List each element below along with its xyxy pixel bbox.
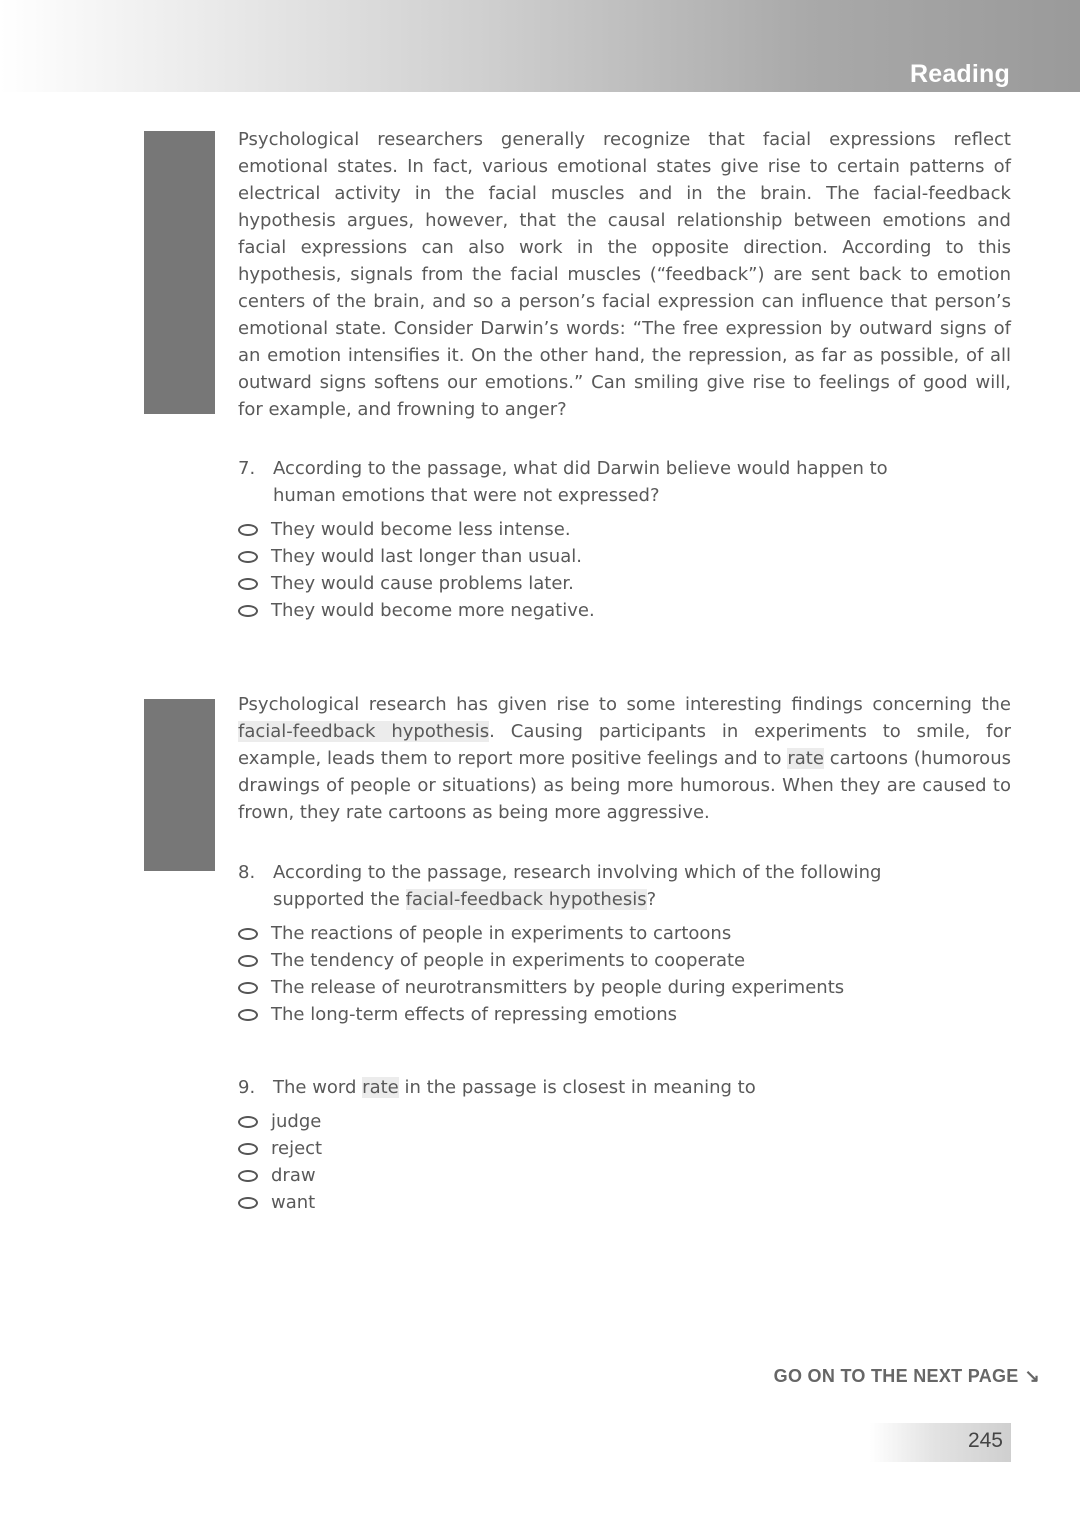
radio-button-icon[interactable] <box>238 578 258 590</box>
question-text-part: According to the passage, research involving which of the following supported the <box>273 862 882 910</box>
highlighted-term: facial-feedback hypothesis <box>405 889 647 910</box>
answer-option[interactable] <box>238 1108 322 1135</box>
passage-text: cartoons (humorous drawings of people or situations) as being more humorous. When they are caused to frown, they rate cartoons as being more aggressive. <box>238 748 1011 823</box>
section-title: Reading <box>909 60 1010 88</box>
passage-text: . Causing participants in experiments to smile, for example, leads them to report more positive feelings and to <box>238 721 1012 769</box>
arrow-down-right-icon: ↘ <box>1024 1366 1040 1386</box>
passage-text: Psychological research has given rise to some interesting findings concerning the <box>238 694 1011 715</box>
radio-button-icon[interactable] <box>238 1116 258 1128</box>
question-9 <box>238 1074 938 1101</box>
option-label: reject <box>271 1138 323 1159</box>
highlighted-term: facial-feedback hypothesis <box>238 721 490 742</box>
answer-option[interactable] <box>238 543 595 570</box>
radio-button-icon[interactable] <box>238 551 258 563</box>
radio-button-icon[interactable] <box>238 1170 258 1182</box>
answer-option[interactable] <box>238 1189 322 1216</box>
answer-option[interactable] <box>238 570 595 597</box>
question-text-part: ? <box>646 889 657 910</box>
radio-button-icon[interactable] <box>238 1197 258 1209</box>
passage-1: Psychological researchers generally recognize that facial expressions reflect emotional states. In fact, various emotional states give rise to certain patterns of electrical activity in the facial muscles and in the brain. The facial-feedback hypothesis argues, however, that the causal relationship between emotions and facial expressions can also work in the opposite direction. According to this hypothesis, signals from the facial muscles (“feedback”) are sent back to emotion centers of the brain, and so a person’s facial expression can influence that person’s emotional state. Consider Darwin’s words: “The free expression by outward signs of an emotion intensifies it. On the other hand, the repression, as far as possible, of all outward signs softens our emotions.” Can smiling give rise to feelings of good will, for example, and frowning to anger? <box>238 129 1011 420</box>
highlighted-word: rate <box>787 748 824 769</box>
option-label: They would last longer than usual. <box>271 546 582 567</box>
page-number: 245 <box>967 1429 1003 1452</box>
answer-option[interactable] <box>238 597 595 624</box>
question-number: 9. <box>238 1077 256 1098</box>
question-text <box>273 1074 938 1101</box>
option-label: They would cause problems later. <box>271 573 574 594</box>
radio-button-icon[interactable] <box>238 982 258 994</box>
answer-options-9 <box>238 1108 322 1216</box>
radio-button-icon[interactable] <box>238 1143 258 1155</box>
option-label: The release of neurotransmitters by people during experiments <box>271 977 845 998</box>
option-label: They would become less intense. <box>271 519 571 540</box>
radio-button-icon[interactable] <box>238 955 258 967</box>
answer-option[interactable] <box>238 1001 844 1028</box>
passage-marker-bar <box>144 699 215 871</box>
option-label: The long-term effects of repressing emotions <box>271 1004 678 1025</box>
question-7 <box>238 455 938 509</box>
answer-options-8 <box>238 920 844 1028</box>
answer-options-7 <box>238 516 595 624</box>
option-label: The reactions of people in experiments to cartoons <box>271 923 732 944</box>
option-label: want <box>271 1192 316 1213</box>
question-text <box>273 859 938 913</box>
radio-button-icon[interactable] <box>238 1009 258 1021</box>
option-label: The tendency of people in experiments to cooperate <box>271 950 746 971</box>
radio-button-icon[interactable] <box>238 605 258 617</box>
option-label: draw <box>271 1165 316 1186</box>
header-band <box>0 0 1080 92</box>
answer-option[interactable] <box>238 1162 322 1189</box>
passage-2 <box>238 691 1011 826</box>
question-8 <box>238 859 938 913</box>
answer-option[interactable] <box>238 974 844 1001</box>
option-label: judge <box>271 1111 322 1132</box>
radio-button-icon[interactable] <box>238 524 258 536</box>
question-number: 8. <box>238 862 256 883</box>
highlighted-word: rate <box>362 1077 399 1098</box>
passage-marker-bar <box>144 131 215 414</box>
question-text-part: The word <box>273 1077 363 1098</box>
answer-option[interactable] <box>238 947 844 974</box>
radio-button-icon[interactable] <box>238 928 258 940</box>
option-label: They would become more negative. <box>271 600 595 621</box>
question-number: 7. <box>238 458 256 479</box>
answer-option[interactable] <box>238 516 595 543</box>
next-page-link[interactable] <box>774 1366 1040 1387</box>
question-text-part: in the passage is closest in meaning to <box>398 1077 756 1098</box>
page-number-box <box>870 1423 1011 1462</box>
answer-option[interactable] <box>238 920 844 947</box>
answer-option[interactable] <box>238 1135 322 1162</box>
question-text: According to the passage, what did Darwin believe would happen to human emotions that were not expressed? <box>273 458 888 506</box>
next-page-label: GO ON TO THE NEXT PAGE <box>773 1366 1019 1386</box>
